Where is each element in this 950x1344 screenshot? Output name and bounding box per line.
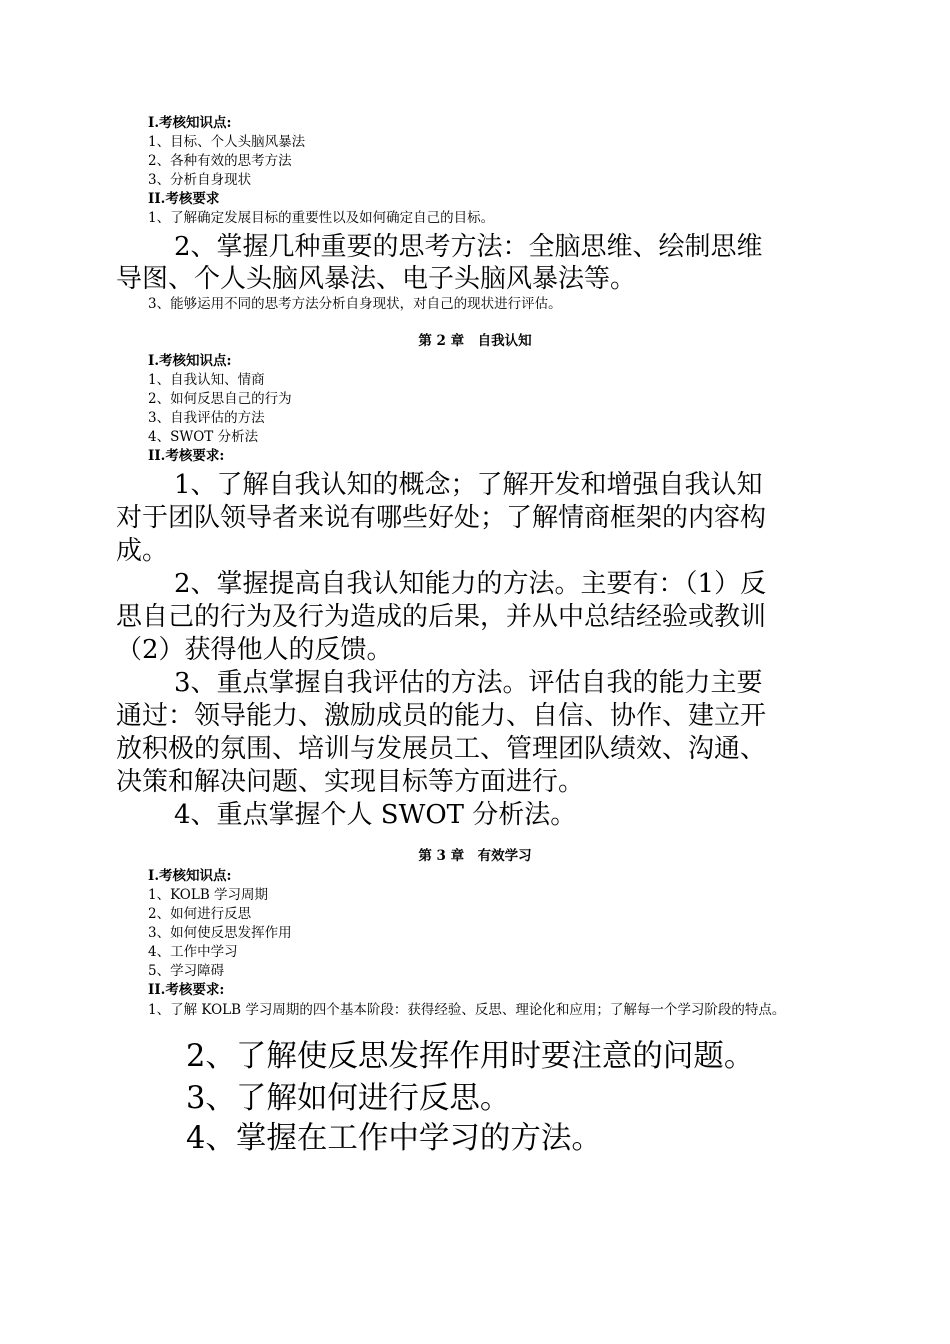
- ch1-knowledge-item: 1、目标、个人头脑风暴法: [148, 134, 306, 150]
- ch2-requirements-heading: II.考核要求:: [148, 448, 225, 464]
- ch2-requirement-1-line: 1、了解自我认知的概念；了解开发和增强自我认知: [174, 470, 763, 500]
- ch3-requirement-3: 3、了解如何进行反思。: [186, 1081, 511, 1116]
- ch1-knowledge-item: 3、分析自身现状: [148, 172, 252, 188]
- ch3-knowledge-item: 5、学习障碍: [148, 963, 225, 979]
- ch3-requirement-4: 4、掌握在工作中学习的方法。: [186, 1121, 602, 1156]
- chapter-2-title: 第 2 章 自我认知: [418, 333, 532, 349]
- ch3-knowledge-heading: I.考核知识点:: [148, 868, 232, 884]
- ch2-requirement-1-line: 对于团队领导者来说有哪些好处；了解情商框架的内容构: [116, 503, 767, 533]
- ch1-knowledge-heading: I.考核知识点:: [148, 115, 232, 131]
- ch1-requirement-2-line: 2、掌握几种重要的思考方法：全脑思维、绘制思维: [174, 232, 763, 262]
- ch1-requirements-heading: II.考核要求: [148, 191, 220, 207]
- ch2-knowledge-item: 3、自我评估的方法: [148, 410, 265, 426]
- ch2-knowledge-item: 2、如何反思自己的行为: [148, 391, 292, 407]
- ch2-requirement-3-line: 决策和解决问题、实现目标等方面进行。: [116, 767, 585, 797]
- ch2-requirement-2-line: （2）获得他人的反馈。: [116, 635, 393, 665]
- ch3-knowledge-item: 3、如何使反思发挥作用: [148, 925, 292, 941]
- ch2-requirement-3-line: 3、重点掌握自我评估的方法。评估自我的能力主要: [174, 668, 763, 698]
- ch2-requirement-3-line: 放积极的氛围、培训与发展员工、管理团队绩效、沟通、: [116, 734, 767, 764]
- ch3-knowledge-item: 2、如何进行反思: [148, 906, 252, 922]
- ch2-requirement-1-line: 成。: [116, 536, 169, 566]
- ch2-requirement-2-line: 2、掌握提高自我认知能力的方法。主要有：（1）反: [174, 569, 767, 599]
- ch3-requirement-1: 1、了解 KOLB 学习周期的四个基本阶段：获得经验、反思、理论化和应用；了解每一个学习阶段的特点。: [148, 1002, 786, 1018]
- ch3-knowledge-item: 1、KOLB 学习周期: [148, 887, 269, 903]
- ch2-knowledge-item: 4、SWOT 分析法: [148, 429, 259, 445]
- ch3-knowledge-item: 4、工作中学习: [148, 944, 238, 960]
- chapter-3-title: 第 3 章 有效学习: [418, 848, 532, 864]
- ch2-knowledge-heading: I.考核知识点:: [148, 353, 232, 369]
- ch2-requirement-3-line: 通过：领导能力、激励成员的能力、自信、协作、建立开: [116, 701, 767, 731]
- ch1-knowledge-item: 2、各种有效的思考方法: [148, 153, 292, 169]
- ch3-requirements-heading: II.考核要求:: [148, 982, 225, 998]
- ch2-requirement-2-line: 思自己的行为及行为造成的后果，并从中总结经验或教训: [116, 602, 767, 632]
- ch1-requirement-3: 3、能够运用不同的思考方法分析自身现状，对自己的现状进行评估。: [148, 296, 562, 312]
- ch1-requirement-1: 1、了解确定发展目标的重要性以及如何确定自己的目标。: [148, 210, 495, 226]
- ch1-requirement-2-line: 导图、个人头脑风暴法、电子头脑风暴法等。: [116, 264, 637, 294]
- ch2-knowledge-item: 1、自我认知、情商: [148, 372, 265, 388]
- ch3-requirement-2: 2、了解使反思发挥作用时要注意的问题。: [186, 1039, 755, 1074]
- ch2-requirement-4: 4、重点掌握个人 SWOT 分析法。: [174, 800, 577, 830]
